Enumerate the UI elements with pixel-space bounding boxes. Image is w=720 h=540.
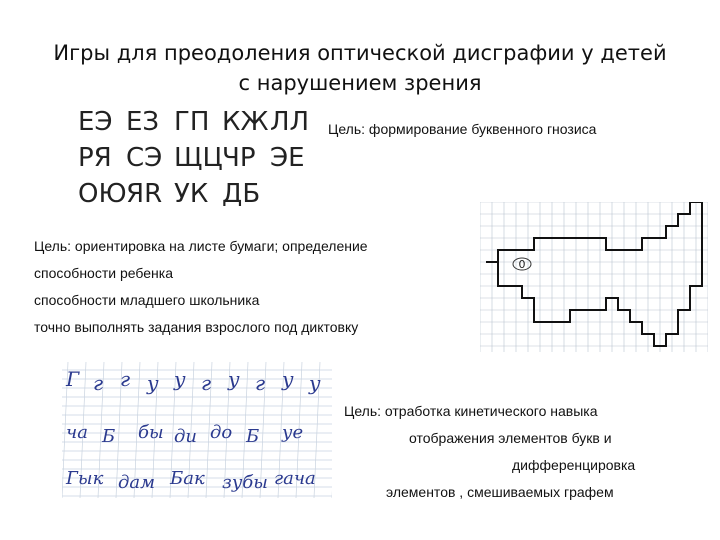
handwritten-word: г	[255, 371, 266, 395]
letters-goal-text: Цель: формирование буквенного гнозиса	[328, 121, 597, 137]
slide-title	[20, 38, 700, 98]
handwritten-word: у	[309, 371, 321, 395]
letter-pair: ЧР	[222, 143, 256, 173]
letter-pair: ЕЗ	[126, 107, 160, 137]
letter-pair: ЭЕ	[270, 143, 305, 173]
letter-pairs-figure	[76, 102, 326, 212]
handwritten-word: зубы	[222, 472, 268, 493]
handwritten-word: у	[174, 367, 186, 391]
handwritten-word: у	[282, 367, 294, 391]
handwritten-word: уе	[282, 422, 304, 443]
handwriting-figure	[62, 362, 332, 498]
orientation-goal-line-3: способности младшего школьника	[34, 292, 260, 308]
start-marker: 0	[518, 258, 526, 271]
orientation-goal-line-2: способности ребенка	[34, 265, 173, 281]
handwritten-word: ча	[66, 422, 88, 443]
graph-dictation-figure	[480, 202, 708, 352]
orientation-goal-line-1: Цель: ориентировка на листе бумаги; определение	[34, 238, 368, 254]
handwritten-word: гача	[274, 468, 316, 489]
letter-pair: РЯ	[78, 143, 112, 173]
kinetic-goal-line-1: Цель: отработка кинетического навыка	[344, 403, 598, 419]
kinetic-goal-text	[340, 398, 700, 506]
orientation-goal-line-4: точно выполнять задания взрослого под диктовку	[34, 319, 359, 335]
handwritten-word: Б	[246, 426, 260, 447]
letter-pair: УК	[174, 179, 209, 209]
handwritten-word: дам	[118, 472, 156, 493]
handwritten-word: Бак	[170, 468, 205, 489]
letter-pair: ЕЭ	[78, 107, 113, 137]
handwritten-word: до	[210, 422, 233, 443]
kinetic-goal-line-3: дифференцировка	[512, 457, 636, 473]
handwritten-word: у	[228, 367, 240, 391]
handwritten-word: Г	[66, 367, 80, 391]
slide-title-line-1: Игры для преодоления оптической дисграфии у детей	[53, 41, 667, 65]
letter-pair: ЩЦ	[174, 143, 223, 173]
letter-pair: КЖ	[222, 107, 269, 137]
orientation-goal-text	[34, 233, 368, 341]
handwritten-word: г	[93, 371, 104, 395]
handwritten-word: Б	[102, 426, 116, 447]
letter-pair: ЯR	[126, 179, 163, 209]
handwritten-word: у	[147, 371, 159, 395]
handwritten-word: бы	[138, 422, 164, 443]
handwritten-word: г	[120, 367, 131, 391]
letter-pair: ЛЛ	[270, 107, 310, 137]
handwritten-word: Гык	[66, 468, 104, 489]
letter-pair: СЭ	[126, 143, 163, 173]
letter-pair: ДБ	[222, 179, 261, 209]
handwritten-word: ди	[174, 426, 198, 447]
letter-pair: ОЮ	[78, 179, 127, 209]
kinetic-goal-line-2: отображения элементов букв и	[409, 430, 612, 446]
kinetic-goal-line-4: элементов , смешиваемых графем	[386, 484, 614, 500]
slide-title-line-2: с нарушением зрения	[238, 71, 482, 95]
letter-pair: ГП	[174, 107, 210, 137]
handwritten-word: г	[201, 371, 212, 395]
